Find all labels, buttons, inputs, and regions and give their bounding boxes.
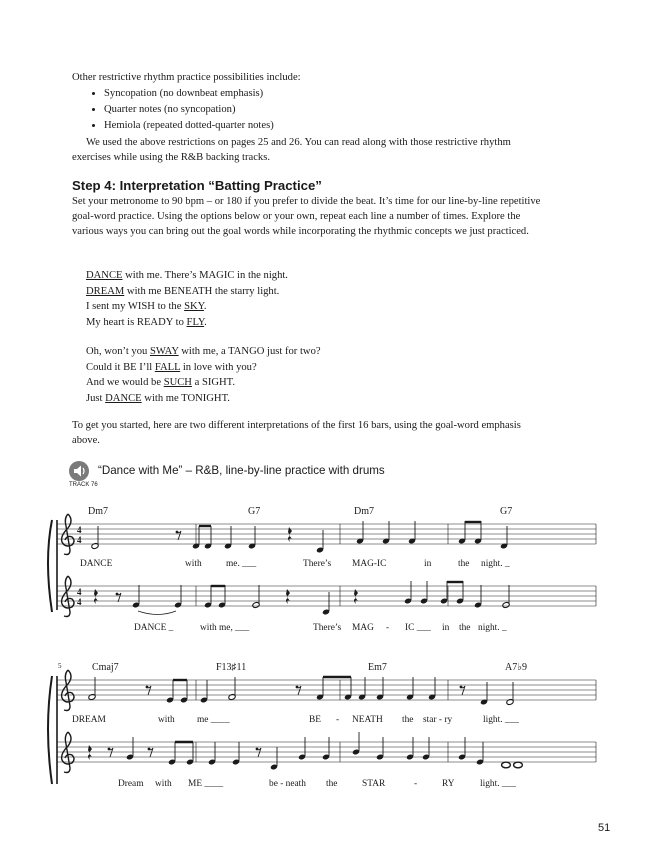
lyric: There’s bbox=[303, 559, 332, 569]
track-title: “Dance with Me” – R&B, line-by-line practice with drums bbox=[98, 464, 385, 477]
lyric: Dream bbox=[118, 779, 144, 789]
lyric: night. _ bbox=[481, 559, 510, 569]
lyric: RY bbox=[442, 779, 455, 789]
lyric-line: Just DANCE with me TONIGHT. bbox=[86, 392, 230, 404]
system-bracket bbox=[48, 520, 52, 612]
lyric: BE bbox=[309, 715, 321, 725]
page-number: 51 bbox=[598, 822, 611, 834]
track-label: TRACK 76 bbox=[69, 482, 98, 488]
lyric: be - neath bbox=[269, 779, 306, 789]
staff-upper bbox=[57, 524, 596, 544]
lyric: STAR bbox=[362, 779, 386, 789]
section-heading: Step 4: Interpretation “Batting Practice” bbox=[72, 178, 322, 193]
lyric: with bbox=[158, 715, 175, 725]
lyric: the bbox=[458, 559, 470, 569]
system-bracket bbox=[48, 676, 52, 784]
lyric-line: DREAM with me BENEATH the starry light. bbox=[86, 285, 280, 297]
bullet-item: • Syncopation (no downbeat emphasis) bbox=[104, 86, 274, 102]
lyric: the bbox=[326, 779, 338, 789]
lyric: DANCE _ bbox=[134, 623, 174, 633]
lyric: NEATH bbox=[352, 715, 383, 725]
staff-upper bbox=[57, 680, 596, 700]
time-signature-bottom: 4 bbox=[77, 597, 82, 607]
chord-symbol: G7 bbox=[500, 506, 513, 517]
lyric: DREAM bbox=[72, 715, 106, 725]
chord-symbol: F13♯11 bbox=[216, 662, 247, 673]
lyric: with bbox=[185, 559, 202, 569]
chord-symbol: Dm7 bbox=[88, 506, 108, 517]
lyric: me. ___ bbox=[226, 559, 257, 569]
lyric: with me, ___ bbox=[200, 623, 250, 633]
time-signature-top: 4 bbox=[77, 525, 82, 535]
lyric: night. _ bbox=[478, 623, 507, 633]
paragraph-restrictions: We used the above restrictions on pages 25 and 26. You can read along with those restrictive rhythm exercises while using the R&B backing tracks. bbox=[72, 137, 511, 163]
lyric-line: DANCE with me. There’s MAGIC in the night. bbox=[86, 270, 288, 281]
lyric: - bbox=[386, 623, 390, 633]
chord-symbol: Dm7 bbox=[354, 506, 374, 517]
lyric: ME ____ bbox=[188, 779, 224, 789]
lyric: with bbox=[155, 779, 172, 789]
lyric: the bbox=[402, 715, 414, 725]
lyric: IC ___ bbox=[405, 623, 431, 633]
chord-symbol: Em7 bbox=[368, 662, 387, 673]
lyric: the bbox=[459, 623, 471, 633]
lyric: - bbox=[336, 715, 340, 725]
notes-upper bbox=[88, 677, 514, 705]
lyric: light. ___ bbox=[483, 715, 519, 725]
paragraph-get-started: To get you started, here are two different interpretations of the first 16 bars, using the goal-word emphasis above. bbox=[72, 420, 521, 446]
lyric: MAG-IC bbox=[352, 559, 387, 569]
lyric: in bbox=[442, 623, 450, 633]
lyric: MAG bbox=[352, 623, 374, 633]
lyric: me ____ bbox=[197, 715, 230, 725]
time-signature-top: 4 bbox=[77, 587, 82, 597]
notes-upper bbox=[91, 521, 508, 553]
lyric-line: My heart is READY to FLY. bbox=[86, 316, 207, 328]
system-1 bbox=[48, 506, 596, 633]
lyric: DANCE bbox=[80, 559, 113, 569]
notes-lower bbox=[88, 732, 522, 770]
measure-number: 5 bbox=[58, 662, 62, 670]
paragraph-metronome: Set your metronome to 90 bpm – or 180 if you prefer to divide the beat. It’s time for our line-by-line repetitive goal-word practice. Using the options below or your own, repeat each line a number of times. Explore the various ways you can bring out the goal words while incorporating the rhythmic concepts we just practiced. bbox=[72, 196, 541, 237]
lyric: There’s bbox=[313, 623, 342, 633]
chord-symbol: Cmaj7 bbox=[92, 662, 119, 673]
chord-symbol: G7 bbox=[248, 506, 261, 517]
lyric: star - ry bbox=[423, 715, 453, 725]
intro-text: Other restrictive rhythm practice possibilities include: bbox=[72, 72, 301, 83]
chord-symbol: A7♭9 bbox=[505, 662, 527, 673]
lyric: in bbox=[424, 559, 432, 569]
bullet-item: • Hemiola (repeated dotted-quarter notes) bbox=[104, 118, 274, 134]
time-signature-bottom: 4 bbox=[77, 535, 82, 545]
lyric-line: Oh, won’t you SWAY with me, a TANGO just for two? bbox=[86, 346, 321, 357]
lyric-line: I sent my WISH to the SKY. bbox=[86, 301, 207, 312]
lyric-line: And we would be SUCH a SIGHT. bbox=[86, 377, 236, 388]
bullet-item: • Quarter notes (no syncopation) bbox=[104, 102, 274, 118]
lyric: - bbox=[414, 779, 418, 789]
system-2 bbox=[48, 662, 596, 789]
lyric-line: Could it BE I’ll FALL in love with you? bbox=[86, 361, 257, 373]
lyric: light. ___ bbox=[480, 779, 516, 789]
